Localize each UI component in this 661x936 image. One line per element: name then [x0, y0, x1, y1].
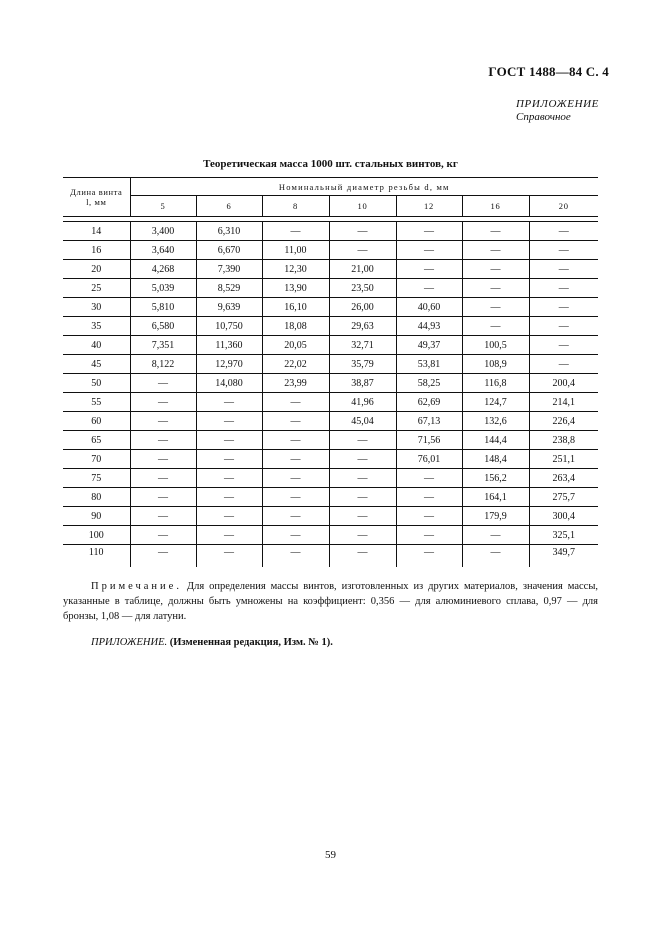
- row-length-cell: 90: [63, 507, 130, 526]
- mass-cell: —: [196, 488, 262, 507]
- stub-header-line1: Длина винта: [70, 187, 123, 197]
- row-length-cell: 60: [63, 412, 130, 431]
- mass-cell: —: [196, 412, 262, 431]
- mass-cell: 21,00: [329, 260, 396, 279]
- row-length-cell: 20: [63, 260, 130, 279]
- row-length-cell: 100: [63, 526, 130, 545]
- mass-cell: 8,529: [196, 279, 262, 298]
- mass-cell: —: [529, 298, 598, 317]
- note-text: Для определения массы винтов, изготовленных из других материалов, значения массы, указанные в таблице, должны быть умножены на коэффициент: 0,356 — для алюминиевого сплава, 0,97 — для бронзы, 1,08 — для латуни.: [63, 581, 599, 622]
- table-row: [63, 526, 598, 545]
- mass-cell: 20,05: [262, 336, 329, 355]
- table-row: [63, 241, 598, 260]
- mass-cell: 100,5: [462, 336, 529, 355]
- mass-cell: —: [262, 488, 329, 507]
- mass-cell: 18,08: [262, 317, 329, 336]
- appendix-label: [516, 98, 599, 124]
- mass-cell: 10,750: [196, 317, 262, 336]
- group-header: Номинальный диаметр резьбы d, мм: [130, 178, 598, 196]
- column-header-d16: 16: [462, 196, 529, 217]
- table-row: [63, 488, 598, 507]
- edition-bold: (Измененная редакция, Изм. № 1).: [169, 637, 333, 648]
- table-title: Теоретическая масса 1000 шт. стальных винтов, кг: [203, 158, 458, 170]
- mass-cell: 12,970: [196, 355, 262, 374]
- mass-cell: —: [396, 507, 462, 526]
- row-length-cell: 75: [63, 469, 130, 488]
- mass-cell: —: [130, 526, 196, 545]
- mass-cell: —: [130, 545, 196, 568]
- mass-cell: —: [262, 469, 329, 488]
- mass-cell: —: [396, 279, 462, 298]
- mass-cell: —: [396, 526, 462, 545]
- row-length-cell: 25: [63, 279, 130, 298]
- column-header-d12: 12: [396, 196, 462, 217]
- mass-cell: —: [329, 488, 396, 507]
- mass-cell: —: [329, 450, 396, 469]
- mass-cell: —: [396, 222, 462, 241]
- mass-cell: —: [130, 393, 196, 412]
- table-body: [63, 222, 598, 568]
- mass-cell: 40,60: [396, 298, 462, 317]
- mass-cell: —: [462, 241, 529, 260]
- mass-cell: —: [130, 412, 196, 431]
- mass-cell: —: [529, 241, 598, 260]
- table-row: [63, 412, 598, 431]
- mass-cell: 164,1: [462, 488, 529, 507]
- mass-cell: 156,2: [462, 469, 529, 488]
- row-length-cell: 45: [63, 355, 130, 374]
- mass-cell: —: [130, 374, 196, 393]
- column-header-d20: 20: [529, 196, 598, 217]
- mass-cell: 32,71: [329, 336, 396, 355]
- mass-cell: 26,00: [329, 298, 396, 317]
- row-length-cell: 14: [63, 222, 130, 241]
- edition-italic: ПРИЛОЖЕНИЕ.: [91, 637, 168, 648]
- mass-table: [63, 177, 598, 567]
- mass-cell: 349,7: [529, 545, 598, 568]
- mass-cell: 179,9: [462, 507, 529, 526]
- mass-cell: 263,4: [529, 469, 598, 488]
- mass-cell: —: [396, 545, 462, 568]
- mass-cell: 49,37: [396, 336, 462, 355]
- mass-cell: 12,30: [262, 260, 329, 279]
- mass-cell: 23,50: [329, 279, 396, 298]
- mass-cell: —: [262, 526, 329, 545]
- mass-cell: —: [462, 279, 529, 298]
- mass-cell: 35,79: [329, 355, 396, 374]
- mass-cell: —: [396, 260, 462, 279]
- mass-cell: 214,1: [529, 393, 598, 412]
- mass-cell: 16,10: [262, 298, 329, 317]
- table-row: [63, 260, 598, 279]
- table-row: [63, 450, 598, 469]
- mass-cell: 6,670: [196, 241, 262, 260]
- mass-cell: 108,9: [462, 355, 529, 374]
- column-header-row: [63, 196, 598, 217]
- mass-cell: 3,400: [130, 222, 196, 241]
- mass-cell: 132,6: [462, 412, 529, 431]
- mass-cell: 11,00: [262, 241, 329, 260]
- column-header-d6: 6: [196, 196, 262, 217]
- mass-cell: 200,4: [529, 374, 598, 393]
- mass-cell: —: [130, 469, 196, 488]
- mass-cell: —: [329, 469, 396, 488]
- mass-cell: 5,810: [130, 298, 196, 317]
- mass-cell: 13,90: [262, 279, 329, 298]
- row-length-cell: 70: [63, 450, 130, 469]
- mass-cell: 6,310: [196, 222, 262, 241]
- mass-cell: —: [529, 336, 598, 355]
- stub-header: [63, 178, 130, 217]
- row-length-cell: 16: [63, 241, 130, 260]
- mass-cell: 7,390: [196, 260, 262, 279]
- mass-cell: —: [130, 450, 196, 469]
- mass-cell: 45,04: [329, 412, 396, 431]
- row-length-cell: 65: [63, 431, 130, 450]
- mass-cell: 14,080: [196, 374, 262, 393]
- mass-cell: 29,63: [329, 317, 396, 336]
- mass-cell: 76,01: [396, 450, 462, 469]
- mass-cell: —: [529, 317, 598, 336]
- mass-cell: —: [396, 488, 462, 507]
- column-header-d10: 10: [329, 196, 396, 217]
- mass-cell: —: [196, 545, 262, 568]
- mass-cell: 9,639: [196, 298, 262, 317]
- note-label: Примечание.: [91, 581, 182, 592]
- table-row: [63, 507, 598, 526]
- mass-cell: 22,02: [262, 355, 329, 374]
- mass-cell: —: [329, 507, 396, 526]
- row-length-cell: 80: [63, 488, 130, 507]
- mass-cell: —: [529, 260, 598, 279]
- mass-cell: 38,87: [329, 374, 396, 393]
- mass-cell: —: [462, 545, 529, 568]
- mass-cell: 275,7: [529, 488, 598, 507]
- mass-cell: 116,8: [462, 374, 529, 393]
- row-length-cell: 110: [88, 547, 104, 558]
- table-row: [63, 336, 598, 355]
- mass-cell: 71,56: [396, 431, 462, 450]
- mass-cell: —: [130, 431, 196, 450]
- mass-cell: 325,1: [529, 526, 598, 545]
- mass-cell: 238,8: [529, 431, 598, 450]
- row-length-cell: 50: [63, 374, 130, 393]
- mass-cell: 4,268: [130, 260, 196, 279]
- stub-header-line2: l, мм: [86, 197, 107, 207]
- mass-cell: 44,93: [396, 317, 462, 336]
- mass-cell: 11,360: [196, 336, 262, 355]
- mass-cell: —: [262, 545, 329, 568]
- mass-cell: —: [262, 507, 329, 526]
- page-number: 59: [325, 849, 336, 861]
- standard-header: ГОСТ 1488—84 С. 4: [488, 64, 609, 79]
- mass-cell: —: [329, 241, 396, 260]
- mass-cell: 300,4: [529, 507, 598, 526]
- mass-cell: —: [529, 222, 598, 241]
- row-length-cell: 30: [63, 298, 130, 317]
- row-length-cell: 55: [63, 393, 130, 412]
- mass-cell: —: [462, 298, 529, 317]
- mass-cell: 5,039: [130, 279, 196, 298]
- table-row: [63, 279, 598, 298]
- mass-cell: —: [262, 412, 329, 431]
- table-row: [63, 317, 598, 336]
- row-length-cell: 40: [63, 336, 130, 355]
- table-row: [63, 298, 598, 317]
- column-header-d8: 8: [262, 196, 329, 217]
- mass-cell: 6,580: [130, 317, 196, 336]
- table-row: [63, 431, 598, 450]
- mass-cell: —: [396, 469, 462, 488]
- mass-cell: —: [196, 431, 262, 450]
- mass-cell: 62,69: [396, 393, 462, 412]
- mass-cell: —: [462, 526, 529, 545]
- mass-cell: —: [262, 393, 329, 412]
- mass-cell: 53,81: [396, 355, 462, 374]
- mass-cell: —: [329, 222, 396, 241]
- mass-cell: 251,1: [529, 450, 598, 469]
- mass-cell: —: [262, 450, 329, 469]
- mass-cell: —: [462, 222, 529, 241]
- table-row: [63, 469, 598, 488]
- mass-cell: 226,4: [529, 412, 598, 431]
- column-header-d5: 5: [130, 196, 196, 217]
- mass-cell: —: [529, 355, 598, 374]
- row-length-cell: 35: [63, 317, 130, 336]
- mass-cell: —: [262, 222, 329, 241]
- mass-cell: 67,13: [396, 412, 462, 431]
- mass-cell: —: [196, 450, 262, 469]
- edition-note: [91, 637, 333, 648]
- mass-cell: 58,25: [396, 374, 462, 393]
- mass-cell: —: [196, 469, 262, 488]
- mass-cell: 3,640: [130, 241, 196, 260]
- mass-cell: 144,4: [462, 431, 529, 450]
- mass-cell: 41,96: [329, 393, 396, 412]
- table-row: [63, 374, 598, 393]
- mass-cell: 124,7: [462, 393, 529, 412]
- mass-cell: —: [196, 526, 262, 545]
- appendix-subtitle: Справочное: [516, 111, 571, 123]
- appendix-title: ПРИЛОЖЕНИЕ: [516, 98, 599, 110]
- table-row: [63, 545, 598, 568]
- mass-cell: —: [462, 260, 529, 279]
- mass-cell: —: [396, 241, 462, 260]
- mass-cell: —: [529, 279, 598, 298]
- mass-cell: —: [130, 507, 196, 526]
- mass-cell: 148,4: [462, 450, 529, 469]
- mass-cell: 23,99: [262, 374, 329, 393]
- mass-cell: —: [130, 488, 196, 507]
- mass-cell: 7,351: [130, 336, 196, 355]
- mass-cell: —: [462, 317, 529, 336]
- table-row: [63, 222, 598, 241]
- mass-cell: 8,122: [130, 355, 196, 374]
- mass-cell: —: [262, 431, 329, 450]
- mass-cell: —: [329, 431, 396, 450]
- mass-cell: —: [196, 507, 262, 526]
- table-row: [63, 393, 598, 412]
- table-row: [63, 355, 598, 374]
- mass-cell: —: [329, 545, 396, 568]
- mass-cell: —: [196, 393, 262, 412]
- mass-cell: —: [329, 526, 396, 545]
- table-note: [63, 579, 598, 624]
